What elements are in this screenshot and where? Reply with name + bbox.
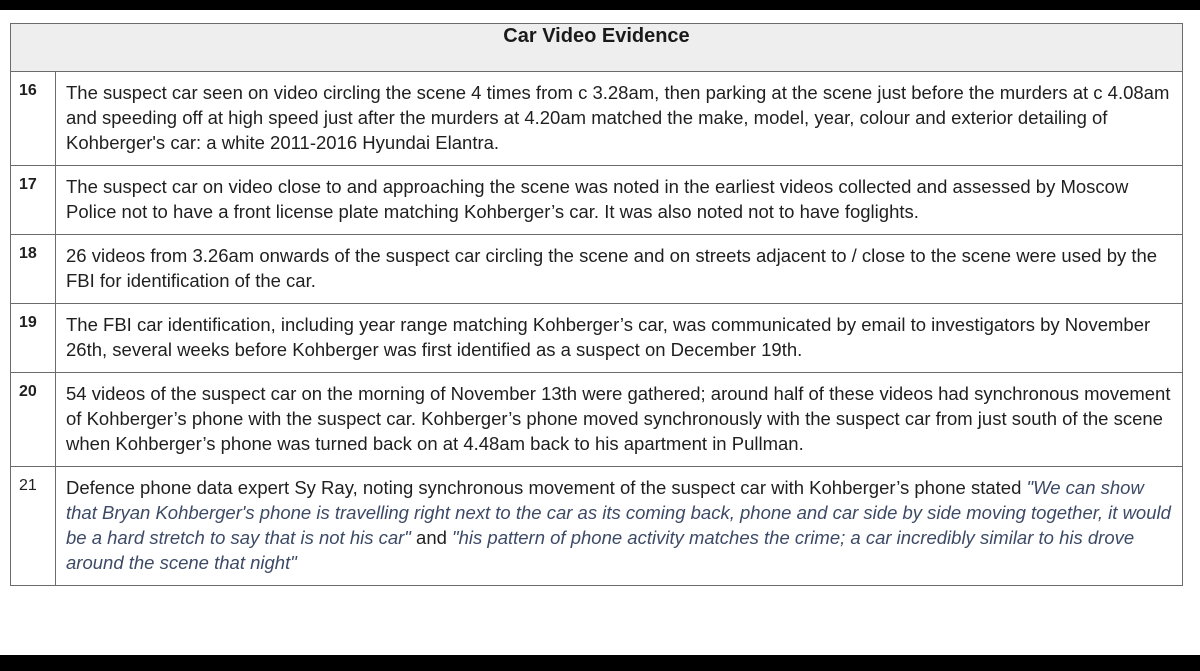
quote-text: "We can show that Bryan Kohberger's phone is travelling right next to the car as its coming back, phone and car side by side moving together, it would be a hard stretch to say that is not his car"	[66, 477, 1171, 548]
row-number: 19	[11, 304, 56, 373]
quote-text: "his pattern of phone activity matches the crime; a car incredibly similar to his drove around the scene that night"	[66, 527, 1135, 573]
row-number: 17	[11, 166, 56, 235]
table-row	[11, 373, 1183, 467]
connector-text: and	[416, 527, 447, 548]
table-row	[11, 467, 1183, 586]
row-text: The FBI car identification, including year range matching Kohberger’s car, was communicated by email to investigators by November 26th, several weeks before Kohberger was first identified as a suspect on December 19th.	[56, 304, 1183, 373]
document-page	[0, 10, 1200, 655]
row-text: 54 videos of the suspect car on the morning of November 13th were gathered; around half of these videos had synchronous movement of Kohberger’s phone with the suspect car. Kohberger’s phone moved synchronously with the suspect car from just south of the scene when Kohberger’s phone was turned back on at 4.48am back to his apartment in Pullman.	[56, 373, 1183, 467]
row-number: 21	[11, 467, 56, 586]
table-row	[11, 304, 1183, 373]
table-row	[11, 166, 1183, 235]
table-row	[11, 235, 1183, 304]
row-text: The suspect car on video close to and approaching the scene was noted in the earliest videos collected and assessed by Moscow Police not to have a front license plate matching Kohberger’s car. It was also noted not to have foglights.	[56, 166, 1183, 235]
table-row	[11, 72, 1183, 166]
row-text: The suspect car seen on video circling the scene 4 times from c 3.28am, then parking at the scene just before the murders at c 4.08am and speeding off at high speed just after the murders at 4.20am matched the make, model, year, colour and exterior detailing of Kohberger's car: a white 2011-2016 Hyundai Elantra.	[56, 72, 1183, 166]
table-header-row	[11, 24, 1183, 72]
evidence-table	[10, 23, 1183, 586]
row-number: 20	[11, 373, 56, 467]
row-number: 18	[11, 235, 56, 304]
row-number: 16	[11, 72, 56, 166]
row-text: 26 videos from 3.26am onwards of the suspect car circling the scene and on streets adjacent to / close to the scene were used by the FBI for identification of the car.	[56, 235, 1183, 304]
table-title: Car Video Evidence	[11, 24, 1183, 72]
row-intro: Defence phone data expert Sy Ray, noting synchronous movement of the suspect car with Kohberger’s phone stated	[66, 477, 1022, 498]
row-text	[56, 467, 1183, 586]
